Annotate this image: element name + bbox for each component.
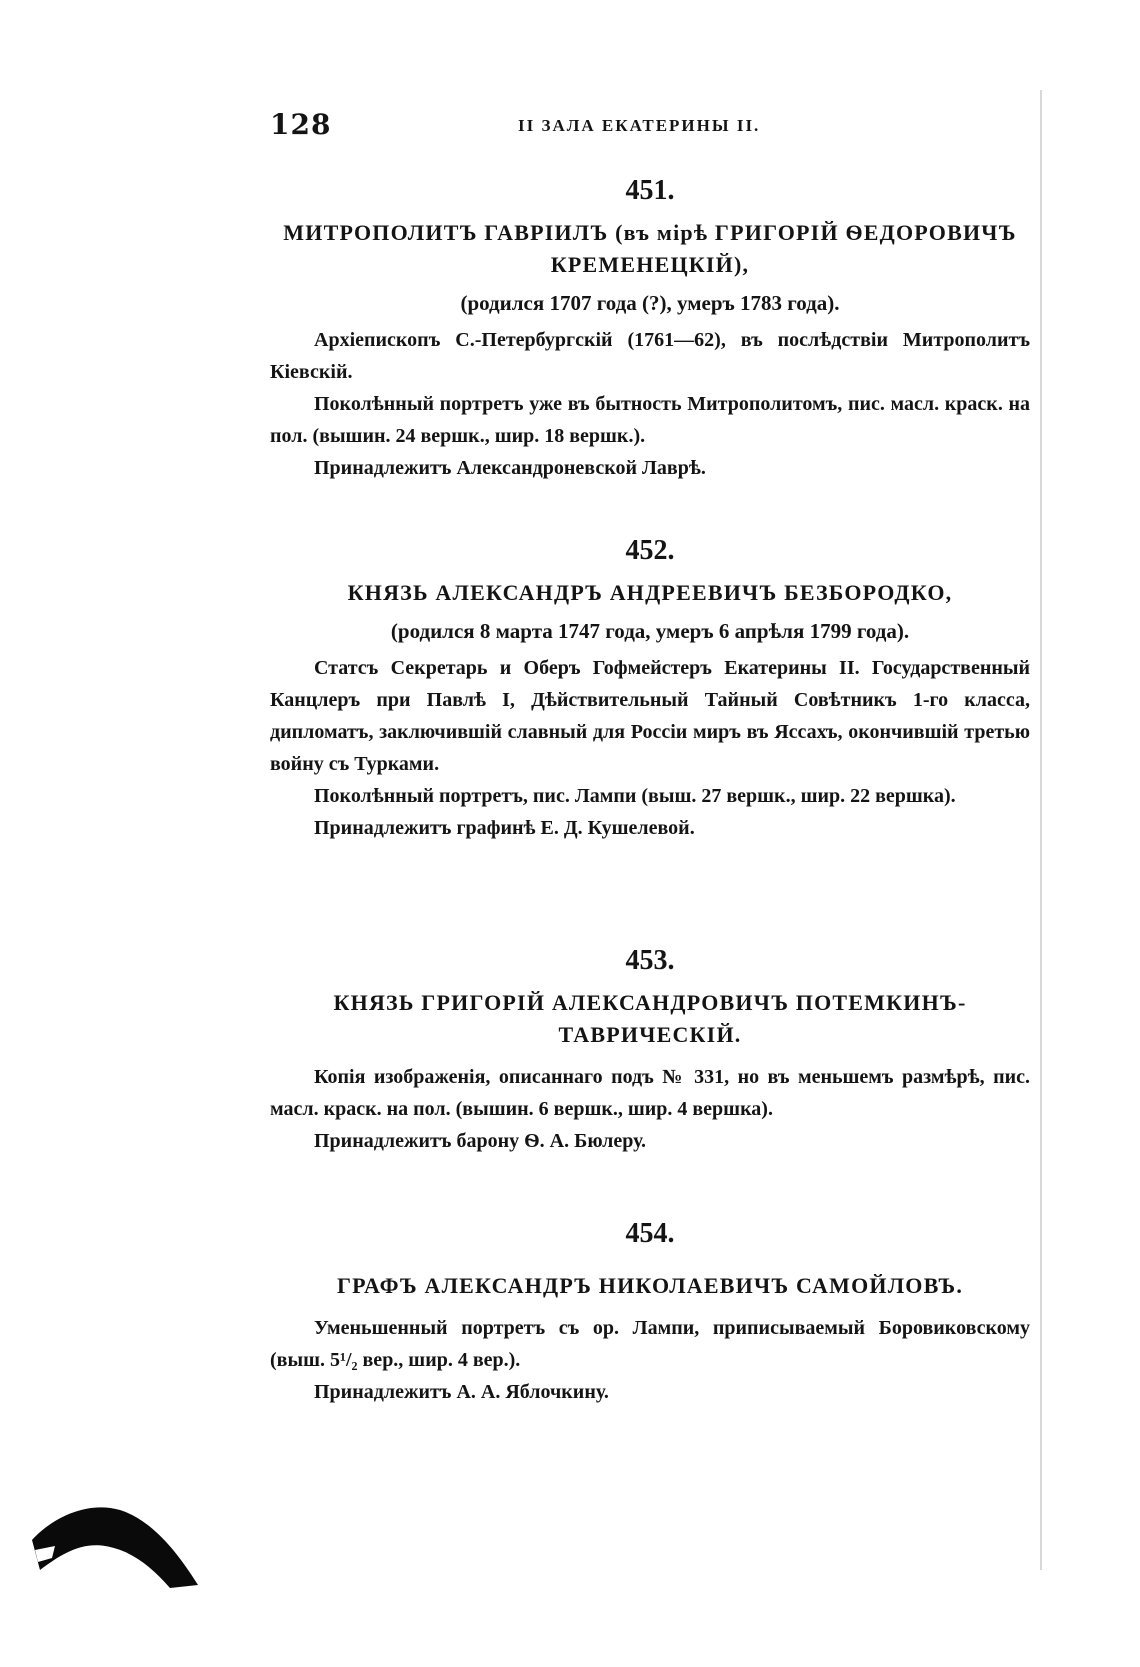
catalog-entry	[270, 535, 1030, 844]
entry-number: 452.	[625, 535, 675, 566]
entry-paragraph: Архіепископъ С.-Петербургскій (1761—62), въ послѣдствіи Митрополитъ Кіевскій.	[270, 329, 1030, 383]
catalog-entry	[270, 1218, 1030, 1408]
catalog-entry	[270, 945, 1030, 1157]
entry-title: ГРАФЪ АЛЕКСАНДРЪ НИКОЛАЕВИЧЪ САМОЙЛОВЪ.	[336, 1273, 964, 1298]
entry-paragraph: Уменьшенный портретъ съ ор. Лампи, приписываемый Боровиковскому (выш. 5¹/₂ вер., шир. 4 вер.).	[270, 1317, 1030, 1371]
entry-title: КНЯЗЬ АЛЕКСАНДРЪ АНДРЕЕВИЧЪ БЕЗБОРОДКО,	[347, 580, 953, 605]
entry-dates: (родился 1707 года (?), умеръ 1783 года).	[460, 291, 840, 315]
entry-dates: (родился 8 марта 1747 года, умеръ 6 апрѣля 1799 года).	[390, 619, 910, 643]
entry-owner: Принадлежитъ Александроневской Лаврѣ.	[314, 457, 706, 479]
entry-title: МИТРОПОЛИТЪ ГАВРІИЛЪ (въ мірѣ ГРИГОРІЙ ѲЕДОРОВИЧЪ КРЕМЕНЕЦКІЙ),	[283, 220, 1017, 277]
running-head	[270, 108, 790, 148]
entry-owner: Принадлежитъ А. А. Яблочкину.	[314, 1381, 609, 1403]
entry-owner: Принадлежитъ барону Ѳ. А. Бюлеру.	[314, 1130, 647, 1152]
entry-paragraph: Копія изображенія, описаннаго подъ № 331, но въ меньшемъ размѣрѣ, пис. масл. краск. на пол. (вышин. 6 вершк., шир. 4 вершка).	[270, 1066, 1030, 1120]
entry-owner: Принадлежитъ графинѣ Е. Д. Кушелевой.	[314, 817, 695, 839]
entry-number: 454.	[625, 1218, 675, 1249]
page-edge-shadow	[1040, 90, 1042, 1570]
entry-paragraph: Поколѣнный портретъ уже въ бытность Митрополитомъ, пис. масл. краск. на пол. (вышин. 24 вершк., шир. 18 вершк.).	[270, 393, 1030, 447]
entry-number: 451.	[625, 175, 675, 206]
entry-paragraph: Поколѣнный портретъ, пис. Лампи (выш. 27 вершк., шир. 22 вершка).	[314, 785, 956, 807]
catalog-entry	[270, 175, 1030, 484]
entry-paragraph: Статсъ Секретарь и Оберъ Гофмейстеръ Екатерины II. Государственный Канцлеръ при Павлѣ I, Дѣйствительный Тайный Совѣтникъ 1-го класса, дипломатъ, заключившій славный для Россіи миръ въ Яссахъ, окончившій третью войну съ Турками.	[270, 657, 1030, 775]
page-number: 128	[270, 108, 332, 141]
scan-ink-blot	[30, 1480, 200, 1590]
entry-title: КНЯЗЬ ГРИГОРІЙ АЛЕКСАНДРОВИЧЪ ПОТЕМКИНЪ-ТАВРИЧЕСКІЙ.	[333, 990, 967, 1047]
running-title: II ЗАЛА ЕКАТЕРИНЫ II.	[518, 116, 761, 135]
entry-number: 453.	[625, 945, 675, 976]
